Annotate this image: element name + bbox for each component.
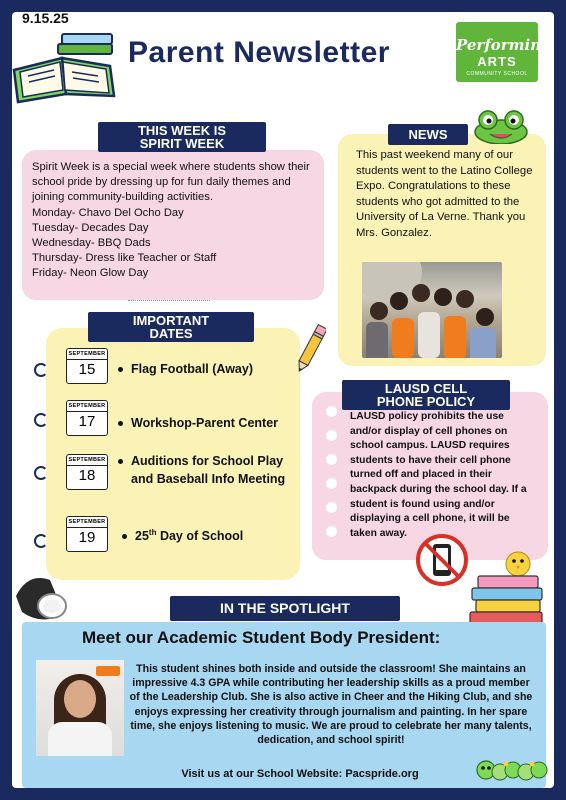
- spirit-day: Monday- Chavo Del Ocho Day: [32, 206, 184, 219]
- caterpillar-icon: [474, 752, 550, 784]
- bullet-ring-icon: [34, 363, 48, 377]
- calendar-day: 18: [78, 467, 96, 484]
- dot-decoration: [326, 454, 337, 465]
- bullet-ring-icon: [34, 413, 48, 427]
- spirit-week-heading-line-2: SPIRIT WEEK: [139, 136, 225, 151]
- date-event: [118, 360, 286, 378]
- calendar-icon: [66, 348, 108, 384]
- date-event: [118, 452, 286, 488]
- calendar-day: 17: [78, 413, 96, 430]
- divider: [128, 300, 210, 301]
- spotlight-text: This student shines both inside and outside the classroom! She maintains an impressive 4.3 GPA while contributing her leadership skills as a proud member of the Leadership Club. She is also active in Cheer and the Hiking Club, and she enjoys expressing her creativity through journalism and painting. In her spare time, she enjoys listening to music. We are proud to celebrate her many talents, dedication, and school spirit!: [129, 663, 533, 747]
- date-event: [122, 524, 290, 545]
- calendar-month: SEPTEMBER: [67, 401, 107, 412]
- spirit-day: Tuesday- Decades Day: [32, 221, 149, 234]
- student-photo: [36, 660, 124, 756]
- phone-policy-text: LAUSD policy prohibits the use and/or display of cell phones on school campus. LAUSD requires students to have their cell phone turned off and placed in their backpack during the school day. If a student is found using and/or displaying a cell phone, it will be taken away.: [350, 411, 527, 539]
- school-logo: [456, 22, 552, 82]
- phone-policy-heading: [342, 380, 510, 410]
- dot-decoration: [326, 502, 337, 513]
- spirit-day: Friday- Neon Glow Day: [32, 267, 149, 280]
- logo-line-1: Performing: [456, 36, 552, 54]
- important-dates-heading-line-1: IMPORTANT: [132, 313, 210, 328]
- logo-line-3: COMMUNITY SCHOOL: [466, 71, 528, 77]
- phone-policy-heading-line-2: PHONE POLICY: [376, 394, 476, 409]
- spotlight-heading: IN THE SPOTLIGHT: [170, 596, 400, 621]
- books-icon: [466, 548, 550, 632]
- spirit-day: Wednesday- BBQ Dads: [32, 237, 151, 250]
- phone-policy-heading-line-1: LAUSD CELL: [384, 381, 468, 396]
- school-website-link[interactable]: Visit us at our School Website: Pacspride.org: [181, 768, 419, 780]
- spirit-week-intro: Spirit Week is a special week where students show their school pride by dressing up for fun daily themes and joining community-building activities.: [32, 161, 310, 204]
- news-heading: NEWS: [388, 124, 468, 145]
- no-phone-icon: [414, 532, 470, 588]
- spirit-day: Thursday- Dress like Teacher or Staff: [32, 252, 217, 265]
- calendar-icon: [66, 454, 108, 490]
- spotlight-subheading: Meet our Academic Student Body President:: [82, 628, 441, 647]
- dot-decoration: [326, 406, 337, 417]
- calendar-icon: [66, 516, 108, 552]
- spirit-week-heading: [98, 122, 266, 152]
- logo-line-2: ARTS: [477, 54, 517, 69]
- important-dates-heading: [88, 312, 254, 342]
- date-event-label: Auditions for School Play and Baseball Info Meeting: [131, 454, 286, 486]
- important-dates-heading-line-2: DATES: [149, 326, 193, 341]
- calendar-day: 15: [78, 361, 96, 378]
- dot-decoration: [326, 526, 337, 537]
- calendar-month: SEPTEMBER: [67, 455, 107, 466]
- dot-decoration: [326, 430, 337, 441]
- date-event-label: Day of School: [156, 529, 244, 544]
- calendar-month: SEPTEMBER: [67, 517, 107, 528]
- calendar-month: SEPTEMBER: [67, 349, 107, 360]
- spirit-week-heading-line-1: THIS WEEK IS: [137, 123, 227, 138]
- frog-icon: [472, 108, 530, 144]
- date-event: [118, 414, 286, 432]
- dot-decoration: [326, 478, 337, 489]
- news-group-photo: [362, 262, 502, 358]
- bullet-ring-icon: [34, 534, 48, 548]
- page-title: Parent Newsletter: [128, 36, 390, 69]
- date-event-suffix: th: [148, 528, 157, 537]
- news-text: This past weekend many of our students went to the Latino College Expo. Congratulations to these students who got admitted to the University of La Verne. Thank you Mrs. Gonzalez.: [356, 149, 533, 239]
- pencil-icon: [296, 322, 326, 376]
- date-event-label: Workshop-Parent Center: [131, 416, 279, 430]
- calendar-icon: [66, 400, 108, 436]
- spirit-week-text: [32, 160, 322, 282]
- spotlight-lamp-icon: [12, 566, 78, 626]
- bullet-ring-icon: [34, 466, 48, 480]
- date-event-label: Flag Football (Away): [131, 362, 253, 376]
- issue-date: 9.15.25: [22, 10, 69, 26]
- open-book-icon: [10, 30, 122, 104]
- date-event-number: 25: [135, 529, 149, 544]
- calendar-day: 19: [78, 529, 96, 546]
